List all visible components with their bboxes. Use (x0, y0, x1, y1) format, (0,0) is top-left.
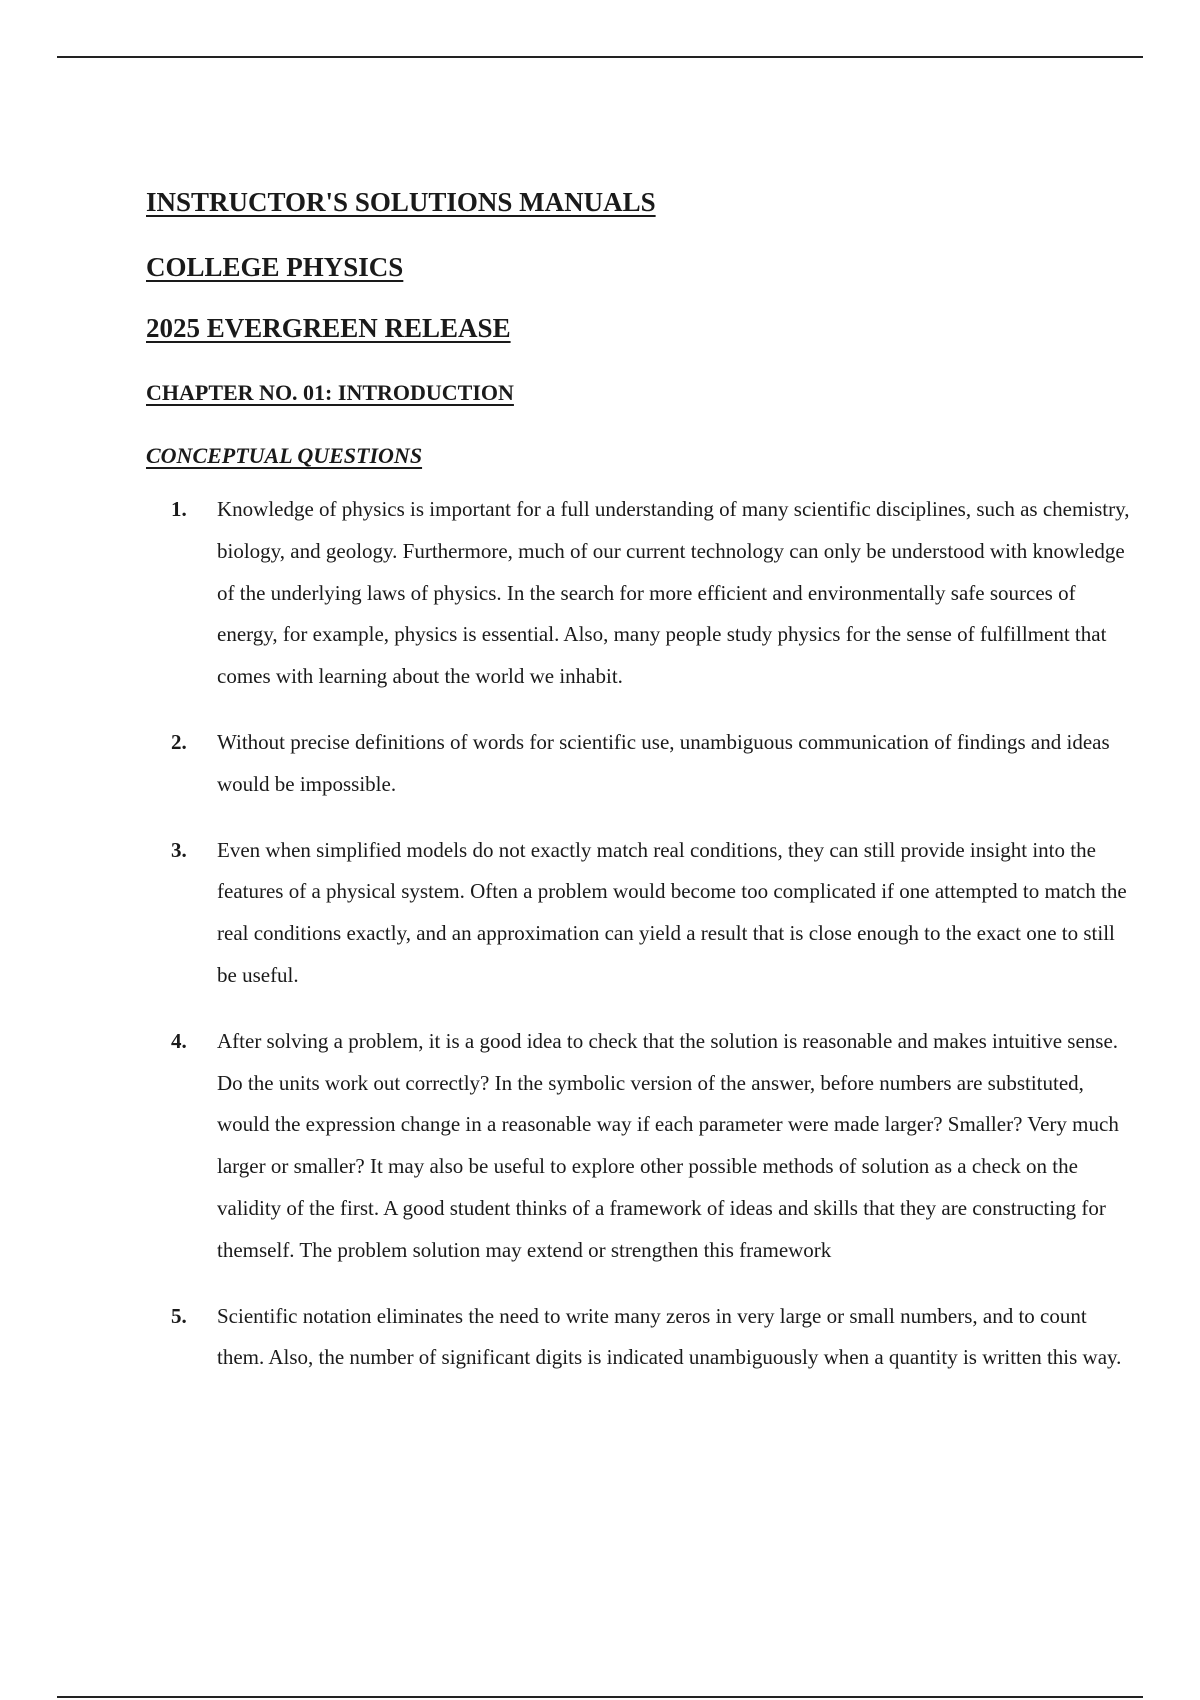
edition-heading: 2025 EVERGREEN RELEASE (146, 312, 511, 343)
question-number: 1. (171, 496, 187, 521)
question-item-5 (146, 1296, 1126, 1380)
question-text: Scientific notation eliminates the need to write many zeros in very large or small numbers, and to count them. Also, the number of significant digits is indicated unambiguously when a quantity is written this way. (217, 1303, 1122, 1370)
question-item-1 (146, 489, 1130, 698)
question-list (146, 489, 1130, 1379)
subject-heading: COLLEGE PHYSICS (146, 252, 404, 283)
question-text: Even when simplified models do not exactly match real conditions, they can still provide insight into the features of a physical system. Often a problem would become too complicated if one attempted to match the real conditions exactly, and an approximation can yield a result that is close enough to the exact one to still be useful. (217, 837, 1127, 987)
question-item-4 (146, 1021, 1126, 1272)
question-number: 3. (171, 837, 187, 862)
question-item-3 (146, 830, 1126, 997)
top-divider (57, 56, 1143, 58)
chapter-heading: CHAPTER NO. 01: INTRODUCTION (146, 380, 514, 406)
document-title: INSTRUCTOR'S SOLUTIONS MANUALS (146, 187, 656, 217)
question-text: After solving a problem, it is a good idea to check that the solution is reasonable and makes intuitive sense. Do the units work out correctly? In the symbolic version of the answer, before numbers are substituted, would the expression change in a reasonable way if each parameter were made larger? Smaller? Very much larger or smaller? It may also be useful to explore other possible methods of solution as a check on the validity of the first. A good student thinks of a framework of ideas and skills that they are constructing for themself. The problem solution may extend or strengthen this framework (217, 1028, 1119, 1262)
bottom-divider (57, 1696, 1143, 1698)
section-heading: CONCEPTUAL QUESTIONS (146, 442, 423, 468)
question-item-2 (146, 722, 1126, 806)
question-text: Without precise definitions of words for scientific use, unambiguous communication of findings and ideas would be impossible. (217, 729, 1110, 796)
document-body (146, 186, 1130, 1403)
question-text: Knowledge of physics is important for a full understanding of many scientific disciplines, such as chemistry, biology, and geology. Furthermore, much of our current technology can only be understood with knowledge of the underlying laws of physics. In the search for more efficient and environmentally safe sources of energy, for example, physics is essential. Also, many people study physics for the sense of fulfillment that comes with learning about the world we inhabit. (217, 496, 1130, 689)
question-number: 2. (171, 729, 187, 754)
question-number: 5. (171, 1303, 187, 1328)
question-number: 4. (171, 1028, 187, 1053)
